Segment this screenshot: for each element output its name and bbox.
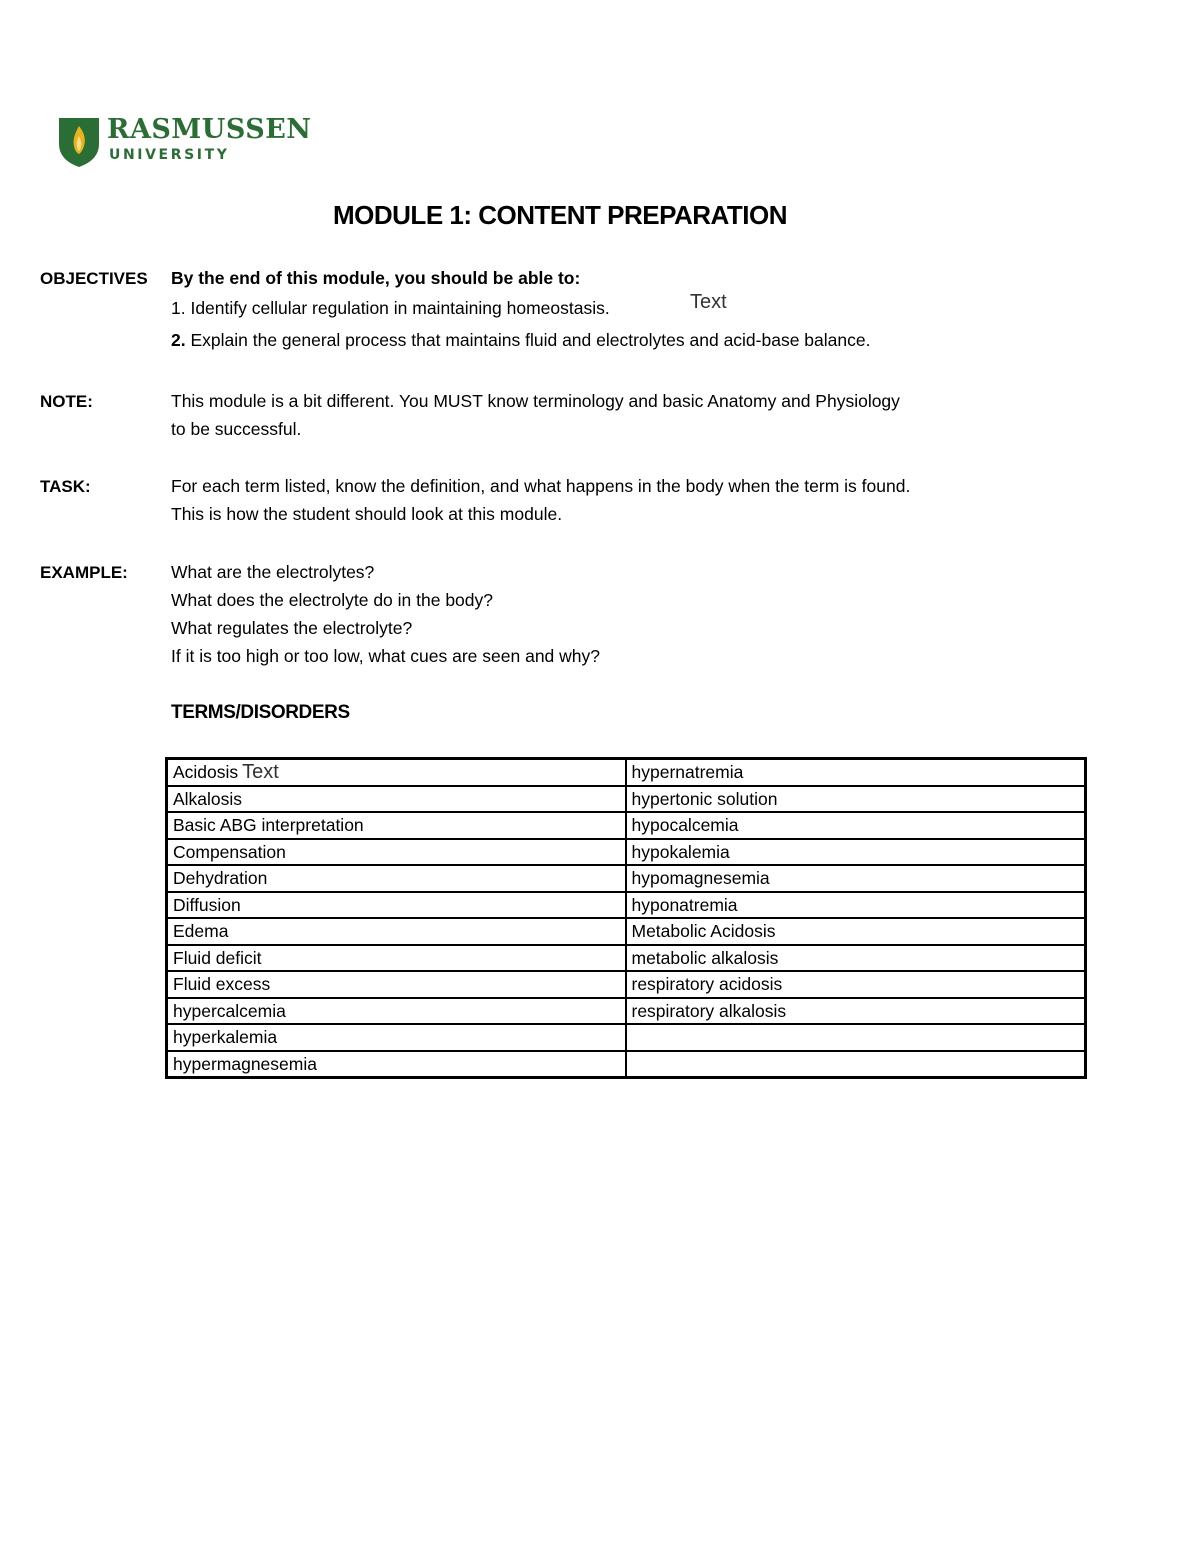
table-row xyxy=(167,865,1086,892)
table-row xyxy=(167,998,1086,1025)
example-question: What are the electrolytes? xyxy=(171,562,375,582)
table-row xyxy=(167,839,1086,866)
logo-name-secondary: UNIVERSITY xyxy=(109,147,230,163)
term-cell-right xyxy=(626,892,1086,919)
term-label: hypokalemia xyxy=(631,841,730,862)
task-line-2: This is how the student should look at this module. xyxy=(171,504,563,524)
term-cell-right xyxy=(626,945,1086,972)
term-label: metabolic alkalosis xyxy=(631,947,779,968)
task-line-1: For each term listed, know the definition, and what happens in the body when the term is found. xyxy=(171,476,911,496)
page-title: MODULE 1: CONTENT PREPARATION xyxy=(333,200,787,230)
term-label: hypomagnesemia xyxy=(631,868,770,889)
term-label: hypercalcemia xyxy=(173,1000,286,1021)
term-label: hypocalcemia xyxy=(631,815,739,836)
university-logo xyxy=(57,114,312,168)
term-cell-left xyxy=(167,1051,626,1078)
table-row xyxy=(167,786,1086,813)
logo-name-primary: RASMUSSEN xyxy=(107,114,312,145)
term-cell-left xyxy=(167,971,626,998)
term-cell-left xyxy=(167,998,626,1025)
term-label: Fluid deficit xyxy=(173,947,262,968)
term-label: Alkalosis xyxy=(173,788,243,809)
term-cell-right xyxy=(626,786,1086,813)
example-question: What regulates the electrolyte? xyxy=(171,618,413,638)
term-label: hypertonic solution xyxy=(631,788,778,809)
terms-heading: TERMS/DISORDERS xyxy=(171,702,350,723)
term-cell-left xyxy=(167,1024,626,1051)
term-label: respiratory acidosis xyxy=(631,974,783,995)
objectives-label: OBJECTIVES xyxy=(40,269,148,288)
table-row xyxy=(167,759,1086,786)
text-annotation: Text xyxy=(242,761,279,784)
note-line-1: This module is a bit different. You MUST know terminology and basic Anatomy and Physiology xyxy=(171,391,900,411)
terms-table xyxy=(165,757,1087,1079)
term-cell-right xyxy=(626,1051,1086,1078)
term-cell-right xyxy=(626,1024,1086,1051)
term-label: Basic ABG interpretation xyxy=(173,815,364,836)
task-label: TASK: xyxy=(40,477,91,496)
term-label: Compensation xyxy=(173,841,286,862)
table-row xyxy=(167,971,1086,998)
term-label: Fluid excess xyxy=(173,974,271,995)
term-label: Metabolic Acidosis xyxy=(631,921,776,942)
objective-item-2 xyxy=(171,330,870,351)
example-question: What does the electrolyte do in the body? xyxy=(171,590,494,610)
objective-item-1: 1. Identify cellular regulation in maintaining homeostasis. xyxy=(171,298,610,318)
term-label: hypernatremia xyxy=(631,762,744,783)
table-row xyxy=(167,945,1086,972)
term-label: Acidosis xyxy=(173,762,239,783)
term-cell-left xyxy=(167,892,626,919)
text-annotation: Text xyxy=(690,291,727,313)
term-cell-left xyxy=(167,812,626,839)
objective-item-2-text: Explain the general process that maintains fluid and electrolytes and acid-base balance. xyxy=(185,330,871,350)
term-cell-left xyxy=(167,945,626,972)
term-cell-right xyxy=(626,812,1086,839)
table-row xyxy=(167,812,1086,839)
term-label: hypermagnesemia xyxy=(173,1053,317,1074)
term-cell-left xyxy=(167,839,626,866)
term-cell-left xyxy=(167,786,626,813)
term-label: Edema xyxy=(173,921,229,942)
terms-table-body xyxy=(167,759,1086,1078)
table-row xyxy=(167,1024,1086,1051)
term-cell-left xyxy=(167,759,626,786)
objectives-intro: By the end of this module, you should be able to: xyxy=(171,268,581,288)
shield-flame-icon xyxy=(57,116,101,168)
term-label: Diffusion xyxy=(173,894,241,915)
term-cell-right xyxy=(626,865,1086,892)
objective-item-2-number: 2. xyxy=(171,330,186,350)
example-label: EXAMPLE: xyxy=(40,563,128,582)
table-row xyxy=(167,892,1086,919)
example-question: If it is too high or too low, what cues are seen and why? xyxy=(171,646,600,666)
term-cell-right xyxy=(626,839,1086,866)
term-label: respiratory alkalosis xyxy=(631,1000,787,1021)
table-row xyxy=(167,918,1086,945)
term-label: Dehydration xyxy=(173,868,268,889)
term-cell-right xyxy=(626,918,1086,945)
table-row xyxy=(167,1051,1086,1078)
term-cell-left xyxy=(167,865,626,892)
term-cell-right xyxy=(626,759,1086,786)
term-cell-left xyxy=(167,918,626,945)
term-label: hyperkalemia xyxy=(173,1027,278,1048)
note-line-2: to be successful. xyxy=(171,419,302,439)
note-label: NOTE: xyxy=(40,392,93,411)
term-cell-right xyxy=(626,998,1086,1025)
term-cell-right xyxy=(626,971,1086,998)
term-label: hyponatremia xyxy=(631,894,738,915)
